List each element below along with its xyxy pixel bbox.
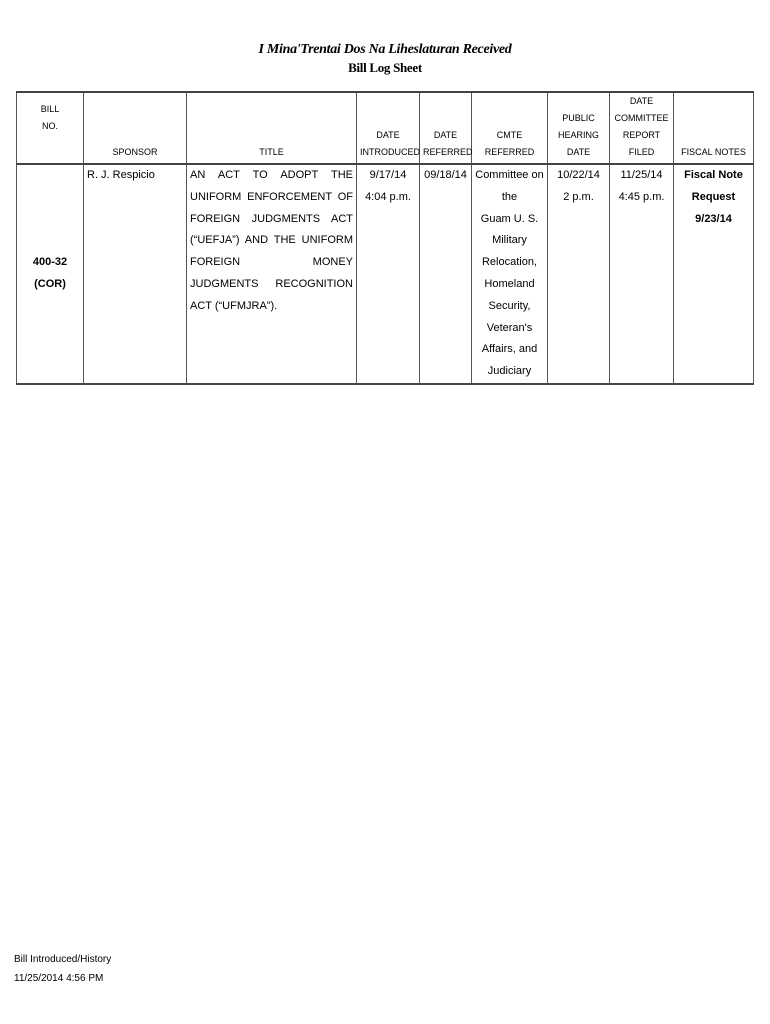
cell-line: Military [492, 234, 527, 247]
document-title [0, 42, 770, 76]
col-header-line: BILL [40, 104, 60, 114]
col-header-bill-no [17, 92, 84, 164]
col-header-line: SPONSOR [112, 147, 158, 157]
cell-line: Relocation, [481, 256, 538, 269]
cell-date-referred [420, 164, 472, 384]
cell-fiscal-notes [674, 164, 754, 384]
cell-title: AN ACT TO ADOPT THE UNIFORM ENFORCEMENT OF FOREIGN JUDGMENTS ACT (“UEFJA”) AND THE UNIFORM FOREIGN MONEY JUDGMENTS RECOGNITION ACT (“UFMJRA”). [187, 164, 357, 384]
col-header-line: FISCAL NOTES [681, 147, 746, 157]
header-row [17, 92, 754, 164]
cell-line: 09/18/14 [424, 169, 467, 181]
cell-public-hearing [548, 164, 610, 384]
col-header-sponsor [84, 92, 187, 164]
col-header-line: COMMITTEE [614, 113, 669, 123]
col-header-line: REFERRED [484, 147, 535, 157]
col-header-public-hearing [548, 92, 610, 164]
col-header-fiscal-notes [674, 92, 754, 164]
cell-cmte-referred [472, 164, 548, 384]
col-header-date-introduced [357, 92, 420, 164]
cell-line: Committee on the [475, 169, 544, 203]
col-header-line: NO. [41, 121, 58, 131]
cell-line: Homeland [484, 277, 535, 290]
col-header-line: REPORT FILED [622, 130, 661, 157]
col-header-date-referred [420, 92, 472, 164]
col-header-line: DATE [566, 147, 591, 157]
col-header-line: HEARING [557, 130, 599, 140]
footer-timestamp: 11/25/2014 4:56 PM [14, 973, 104, 984]
cell-line: 2 p.m. [563, 190, 594, 203]
col-header-line: DATE [433, 130, 458, 140]
cell-bill-no: 400-32 (COR) [17, 164, 84, 384]
footer-label: Bill Introduced/History [14, 954, 112, 965]
table-row [17, 164, 754, 384]
cell-line: 10/22/14 [557, 169, 600, 181]
col-header-committee-report [610, 92, 674, 164]
cell-line: Affairs, and [481, 343, 538, 356]
cell-line: Security, Veteran's [486, 299, 533, 334]
cell-line: 11/25/14 [620, 169, 663, 181]
cell-line: 9/23/14 [695, 212, 732, 225]
cell-date-introduced [357, 164, 420, 384]
col-header-line: REFERRED [423, 147, 473, 157]
cell-line: 9/17/14 [369, 169, 407, 181]
cell-sponsor: R. J. Respicio [84, 164, 187, 384]
cell-line: Guam U. S. [480, 212, 539, 225]
cell-line: 4:45 p.m. [618, 190, 665, 203]
legislature-heading: I Mina'Trentai Dos Na Liheslaturan Received [258, 42, 512, 57]
col-header-title [187, 92, 357, 164]
col-header-cmte-referred [472, 92, 548, 164]
col-header-line: PUBLIC [562, 113, 595, 123]
cell-line: Judiciary [487, 365, 532, 378]
sheet-heading: Bill Log Sheet [348, 60, 422, 75]
col-header-line: INTRODUCED [360, 147, 420, 157]
cell-line: Request [691, 190, 736, 203]
col-header-line: TITLE [259, 147, 284, 157]
page-footer [14, 950, 111, 988]
cell-committee-report [610, 164, 674, 384]
col-header-line: DATE [376, 130, 400, 140]
cell-line: Fiscal Note [684, 169, 743, 181]
col-header-line: DATE [629, 96, 654, 106]
col-header-line: CMTE [496, 130, 523, 140]
bill-log-table [16, 91, 754, 385]
cell-line: 4:04 p.m. [365, 190, 411, 203]
